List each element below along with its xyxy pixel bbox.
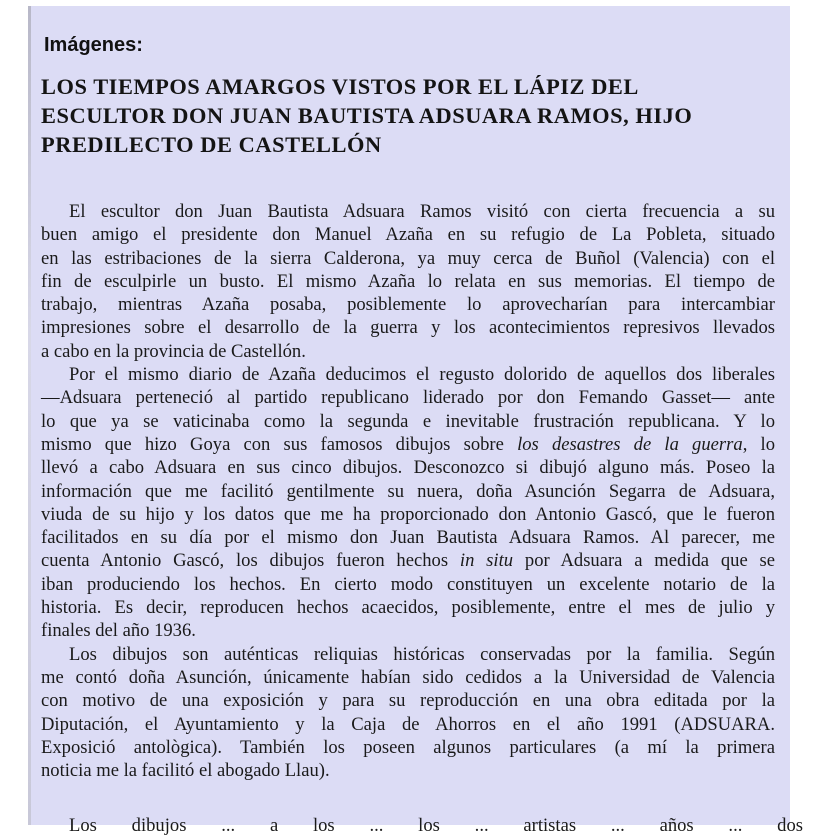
body-line: Diputación, el Ayuntamiento y la Caja de Ahorros en el año 1991 (ADSUARA. [41, 713, 775, 735]
body-line: información que me facilitó gentilmente su nuera, doña Asunción Segarra de Adsuara, [41, 480, 775, 502]
title-line: LOS TIEMPOS AMARGOS VISTOS POR EL LÁPIZ DEL [41, 74, 639, 99]
body-line: finales del año 1936. [41, 620, 196, 642]
body-text: por Adsuara a medida que se [524, 550, 776, 572]
body-line: me contó doña Asunción, únicamente habían sido cedidos a la Universidad de Valencia [41, 666, 775, 688]
document-page [28, 6, 803, 836]
body-line [41, 549, 775, 572]
body-text: mismo que hizo Goya con sus famosos dibujos sobre [41, 433, 504, 455]
body-line: —Adsuara perteneció al partido republicano liderado por don Femando Gasset— ante [41, 387, 775, 409]
page-edge-shadow [28, 6, 31, 825]
body-line: facilitados en su día por el mismo don Juan Bautista Adsuara Ramos. Al parecer, me [41, 527, 775, 549]
body-line: Por el mismo diario de Azaña deducimos el regusto dolorido de aquellos dos liberales [69, 364, 775, 386]
article-title [41, 72, 786, 159]
body-line: impresiones sobre el desarrollo de la guerra y los acontecimientos represivos llevados [41, 317, 775, 339]
body-line: noticia me la facilitó el abogado Llau). [41, 760, 330, 782]
title-line: ESCULTOR DON JUAN BAUTISTA ADSUARA RAMOS, HIJO [41, 103, 693, 128]
italic-title: los desastres de la guerra [517, 433, 743, 455]
article-body [41, 200, 775, 782]
body-line-cut-off: Los dibujos ... a los ... los ... artistas ... años ... dos [69, 815, 803, 836]
body-line: historia. Es decir, reproducen hechos acaecidos, posiblemente, entre el mes de julio y [41, 597, 775, 619]
italic-phrase: in situ [459, 550, 514, 572]
body-line: El escultor don Juan Bautista Adsuara Ramos visitó con cierta frecuencia a su [69, 201, 775, 222]
body-text: , lo [742, 433, 775, 455]
title-line: PREDILECTO DE CASTELLÓN [41, 132, 382, 157]
cut-off-line-area [28, 814, 803, 836]
body-line: lo que ya se vaticinaba como la segunda e inevitable frustración republicana. Y lo [41, 410, 775, 432]
body-line: con motivo de una exposición y para su reproducción en una obra editada por la [41, 690, 775, 712]
body-line: en las estribaciones de la sierra Calderona, ya muy cerca de Buñol (Valencia) con el [41, 247, 775, 269]
body-line: a cabo en la provincia de Castellón. [41, 340, 306, 362]
body-line [41, 433, 775, 456]
body-line: fin de esculpirle un busto. El mismo Azaña lo relata en sus memorias. El tiempo de [41, 270, 775, 292]
body-line: Los dibujos son auténticas reliquias históricas conservadas por la familia. Según [69, 643, 775, 665]
body-line: llevó a cabo Adsuara en sus cinco dibujos. Desconozco si dibujó alguno más. Poseo la [41, 457, 775, 479]
body-text: cuenta Antonio Gascó, los dibujos fueron hechos [41, 550, 449, 572]
body-line: iban produciendo los hechos. En cierto modo constituyen un excelente notario de la [41, 573, 775, 595]
body-line: trabajo, mientras Azaña posaba, posiblemente lo aprovecharían para intercambiar [41, 294, 775, 316]
section-label: Imágenes: [44, 34, 143, 56]
body-line: Exposició antològica). También los poseen algunos particulares (a mí la primera [41, 736, 775, 758]
body-line: viuda de su hijo y los datos que me ha proporcionado don Antonio Gascó, que le fueron [41, 503, 775, 525]
body-line: buen amigo el presidente don Manuel Azaña en su refugio de La Pobleta, situado [41, 224, 775, 246]
